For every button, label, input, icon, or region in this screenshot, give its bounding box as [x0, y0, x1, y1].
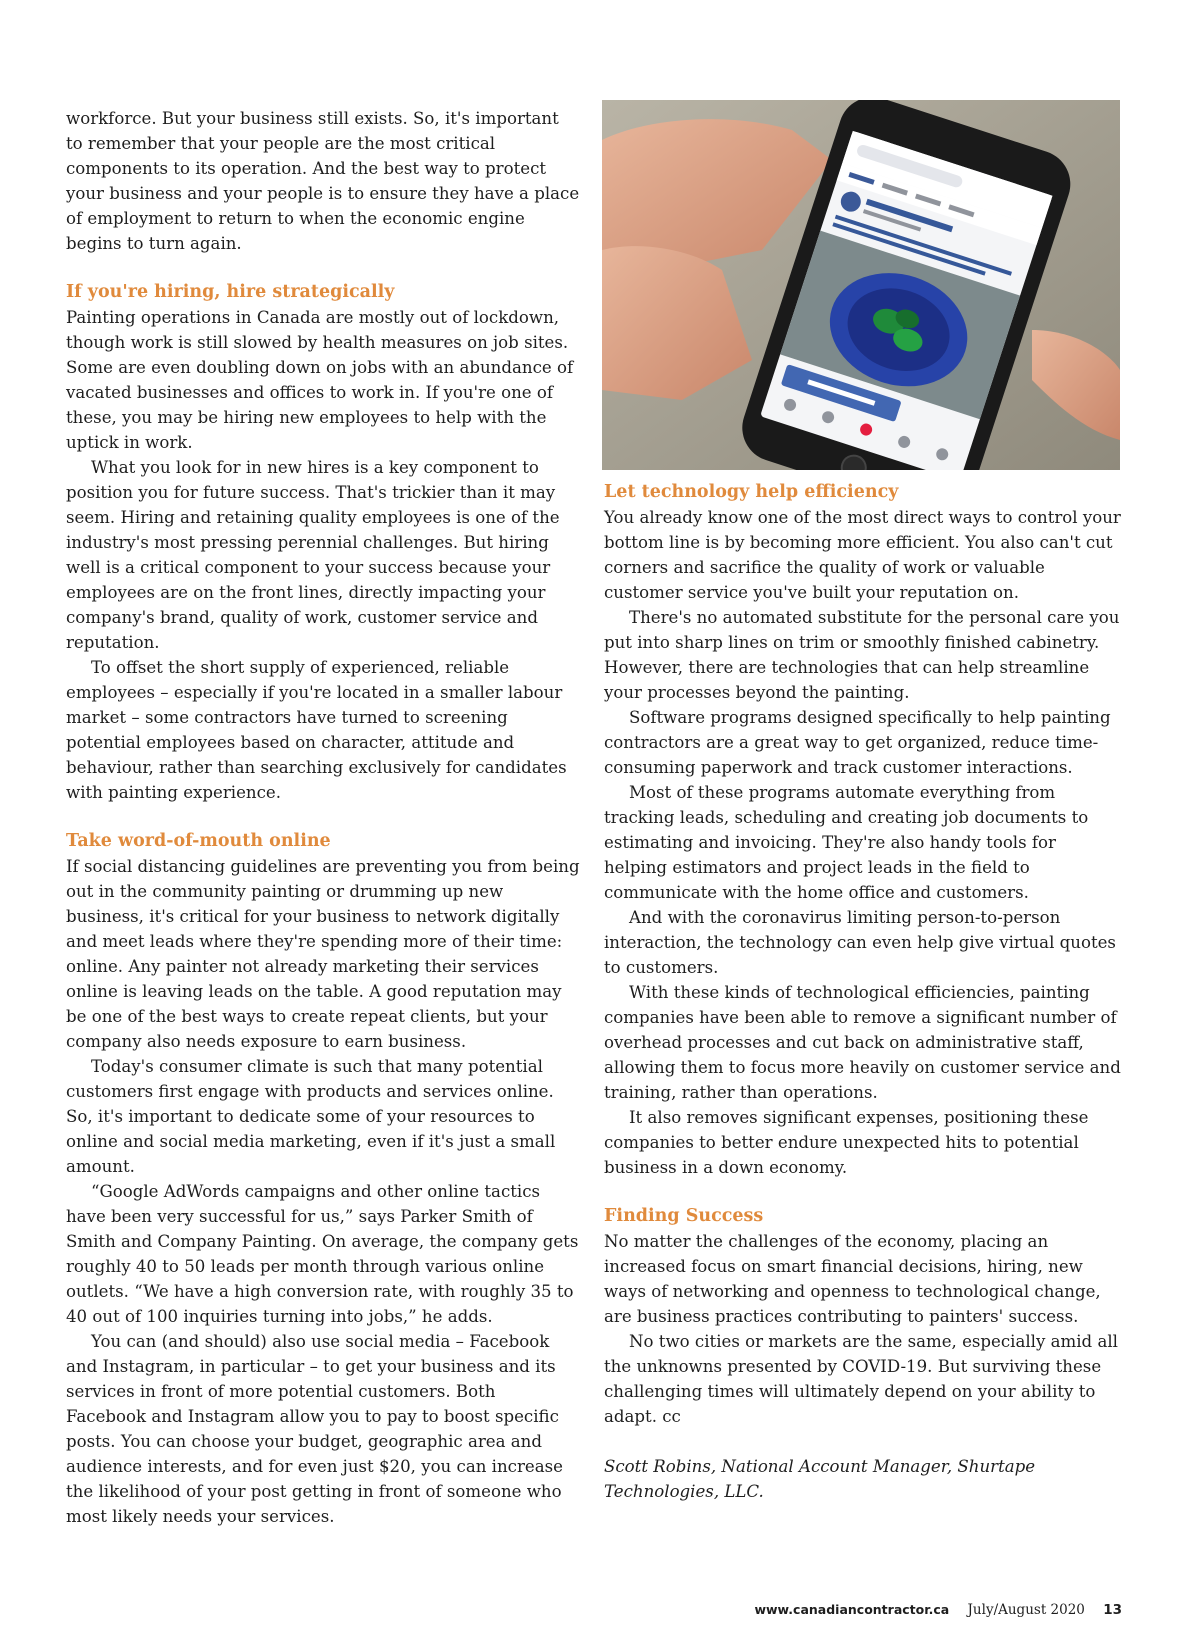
body-paragraph: “Google AdWords campaigns and other online tactics have been very successful for us,” says Parker Smith of Smith and Company Painting. On average, the company gets roughly 40 to 50 leads per month through various online outlets. “We have a high conversion rate, with roughly 35 to 40 out of 100 inquiries turning into jobs,” he adds.: [66, 1182, 579, 1326]
section-heading-hiring: If you're hiring, hire strategically: [66, 282, 395, 302]
body-paragraph: It also removes significant expenses, positioning these companies to better endure unexpected hits to potential business in a down economy.: [604, 1108, 1089, 1177]
section-heading-word-of-mouth: Take word-of-mouth online: [66, 831, 331, 851]
footer-url[interactable]: www.canadiancontractor.ca: [754, 1602, 950, 1617]
section-heading-success: Finding Success: [604, 1206, 764, 1226]
page-footer: [754, 1602, 1122, 1618]
article-photo: [602, 100, 1120, 470]
footer-issue-date: July/August 2020: [967, 1602, 1085, 1618]
intro-paragraph: workforce. But your business still exists. So, it's important to remember that your people are the most critical components to its operation. And the best way to protect your business and your people is to ensure they have a place of employment to return to when the economic engine begins to turn again.: [66, 109, 580, 253]
body-paragraph: With these kinds of technological efficiencies, painting companies have been able to remove a significant number of overhead processes and cut back on administrative staff, allowing them to focus more heavily on customer service and training, rather than operations.: [604, 983, 1121, 1102]
body-paragraph: No two cities or markets are the same, especially amid all the unknowns presented by COVID-19. But surviving these challenging times will ultimately depend on your ability to adapt. cc: [604, 1332, 1118, 1426]
body-paragraph: Painting operations in Canada are mostly out of lockdown, though work is still slowed by health measures on job sites. Some are even doubling down on jobs with an abundance of vacated businesses and offices to work in. If you're one of these, you may be hiring new employees to help with the uptick in work.: [66, 308, 574, 452]
body-paragraph: Most of these programs automate everything from tracking leads, scheduling and creating job documents to estimating and invoicing. They're also handy tools for helping estimators and project leads in the field to communicate with the home office and customers.: [604, 783, 1089, 902]
body-paragraph: You can (and should) also use social media – Facebook and Instagram, in particular – to get your business and its services in front of more potential customers. Both Facebook and Instagram allow you to pay to boost specific posts. You can choose your budget, geographic area and audience interests, and for even just $20, you can increase the likelihood of your post getting in front of someone who most likely needs your services.: [66, 1332, 563, 1526]
body-paragraph: There's no automated substitute for the personal care you put into sharp lines on trim or smoothly finished cabinetry. However, there are technologies that can help streamline your processes beyond the painting.: [604, 608, 1120, 702]
body-paragraph: If social distancing guidelines are preventing you from being out in the community painting or drumming up new business, it's critical for your business to network digitally and meet leads where they're spending more of their time: online. Any painter not already marketing their services online is leaving leads on the table. A good reputation may be one of the best ways to create repeat clients, but your company also needs exposure to earn business.: [66, 857, 580, 1051]
body-paragraph: You already know one of the most direct ways to control your bottom line is by becoming more efficient. You also can't cut corners and sacrifice the quality of work or valuable customer service you've built your reputation on.: [604, 508, 1121, 602]
body-paragraph: And with the coronavirus limiting person-to-person interaction, the technology can even help give virtual quotes to customers.: [604, 908, 1116, 977]
author-byline: Scott Robins, National Account Manager, Shurtape Technologies, LLC.: [604, 1457, 1036, 1501]
page-number: 13: [1103, 1602, 1122, 1618]
left-column: [66, 106, 580, 1529]
phone-in-hand-illustration: [602, 100, 1120, 470]
body-paragraph: To offset the short supply of experienced, reliable employees – especially if you're located in a smaller labour market – some contractors have turned to screening potential employees based on character, attitude and behaviour, rather than searching exclusively for candidates with painting experience.: [66, 658, 567, 802]
body-paragraph: Today's consumer climate is such that many potential customers first engage with products and services online. So, it's important to dedicate some of your resources to online and social media marketing, even if it's just a small amount.: [66, 1057, 556, 1176]
body-paragraph: Software programs designed specifically to help painting contractors are a great way to get organized, reduce time-consuming paperwork and track customer interactions.: [604, 708, 1111, 777]
body-paragraph: No matter the challenges of the economy, placing an increased focus on smart financial decisions, hiring, new ways of networking and openness to technological change, are business practices contributing to painters' success.: [604, 1232, 1101, 1326]
section-heading-technology: Let technology help efficiency: [604, 482, 899, 502]
right-column: [604, 480, 1124, 1504]
body-paragraph: What you look for in new hires is a key component to position you for future success. That's trickier than it may seem. Hiring and retaining quality employees is one of the industry's most pressing perennial challenges. But hiring well is a critical component to your success because your employees are on the front lines, directly impacting your company's brand, quality of work, customer service and reputation.: [66, 458, 560, 652]
